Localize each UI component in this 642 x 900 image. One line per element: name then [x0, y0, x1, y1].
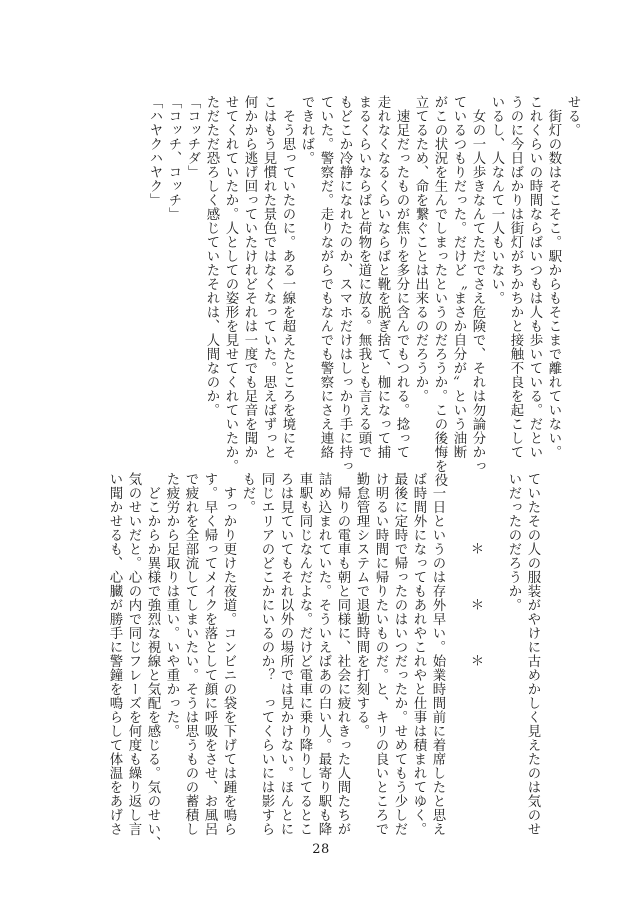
text-line: 最後に定時で帰ったのはいつだったか。せめてもう少しだ [392, 472, 407, 836]
text-line: うのに今日ばかりは街灯がちかちかと接触不良を起こして [508, 95, 523, 459]
text-line: ているつもりだった。だけど〝まさか自分が〟という油断 [451, 95, 466, 459]
text-line: ＊ ＊ ＊ [468, 472, 483, 668]
text-line: せてくれていたか。人としての姿形を見せてくれていたか。 [223, 95, 238, 473]
text-line: ろは見ていてもそれ以外の場所では見かけない。ほんとに [278, 472, 293, 836]
text-line: 「ハヤクハヤク」 [147, 95, 162, 207]
text-line: で疲れを全部流してしまいたい。そうは思うものの蓄積し [183, 472, 198, 836]
text-line: いだったのだろうか。 [506, 472, 521, 612]
text-line: いるし、人なんて一人もいない。 [489, 95, 504, 305]
text-line: 車駅も同じなんだよな。だけど電車に乗り降りしてるとこ [297, 472, 312, 836]
text-line: せる。 [565, 95, 580, 137]
text-line [485, 472, 504, 807]
text-line: もどこか冷静になれたのか、スマホだけはしっかり手に持っ [337, 95, 352, 473]
text-line: そう思っていたのに。ある一線を超えたところを境にそ [280, 95, 295, 459]
text-line: すっかり更けた夜道。コンビニの袋を下げては踵を鳴ら [221, 472, 236, 836]
text-line: け明るい時間に帰りたいものだ。と、キリの良いところで [373, 472, 388, 836]
text-line: た疲労から足取りは重い。いや重かった。 [164, 472, 179, 738]
text-line: 立てるため、命を繋ぐことは出来るのだろうか。 [413, 95, 428, 403]
text-line: 何かから逃げ回っていたけれどそれは一度でも足音を聞か [242, 95, 257, 459]
text-line: 速足だったものが焦りを多分に含んでもつれる。捻って [394, 95, 409, 459]
text-line: まるくらいならばと荷物を道に放る。無我とも言える頭で [356, 95, 371, 459]
text-line: 帰りの電車も朝と同様に、社会に疲れきった人間たちが [335, 472, 350, 836]
text-line: ていた。警察だ。走りながらでもなんでも警察にさえ連絡 [318, 95, 333, 459]
text-line: 「コッチ、コッチ」 [166, 95, 181, 221]
text-line: 勤怠管理システムで退勤時間を打刻する。 [354, 472, 369, 738]
text-block-upper [145, 95, 582, 487]
text-line: す。早く帰ってメイクを落として顔に呼吸をさせ、お風呂 [202, 472, 217, 836]
text-line: い聞かせるも、心臓が勝手に警鐘を鳴らして体温をあげさ [107, 472, 122, 836]
text-line: ば時間外になってもあれやこれやと仕事は積まれてゆく。 [411, 472, 426, 836]
text-line: 詰め込まれていた。そういえばあの白い人。最寄り駅も降 [316, 472, 331, 836]
text-line: ただただ恐ろしく感じていたそれは、人間なのか。 [204, 95, 219, 417]
text-line: ていたその人の服装がやけに古めかしく見えたのは気のせ [525, 472, 540, 836]
text-line: 同じエリアのどこかにいるのか？ ってくらいには影すら [259, 472, 274, 836]
text-line: どこからか異様で強烈な視線と気配を感じる。気のせい、 [145, 472, 160, 850]
text-line: 街灯の数はそこそこ。駅からもそこまで離れていない。 [546, 95, 561, 459]
text-line: 「コッチダ」 [185, 95, 200, 179]
text-line: これくらいの時間ならばいつもは人も歩いている。だとい [527, 95, 542, 459]
text-line [447, 472, 466, 807]
text-line: 女の一人歩きなんてただでさえ危険で、それは勿論分かっ [470, 95, 485, 473]
text-line: もだ。 [240, 472, 255, 514]
page-number: 28 [312, 842, 330, 857]
text-line: できれば。 [299, 95, 314, 165]
text-line: 一日というのは存外早い。始業時間前に着席したと思え [430, 472, 445, 836]
text-line: こはもう見慣れた景色ではなくなっていた。思えばずっと [261, 95, 276, 459]
text-line: がこの状況を生んでしまったというのだろうか。この後悔を役 [432, 95, 447, 487]
text-line: 走れなくなるくらいならばと靴を脱ぎ捨て、枷になって捕 [375, 95, 390, 459]
text-line: 気のせいだと。心の内で同じフレーズを何度も繰り返し言 [126, 472, 141, 836]
